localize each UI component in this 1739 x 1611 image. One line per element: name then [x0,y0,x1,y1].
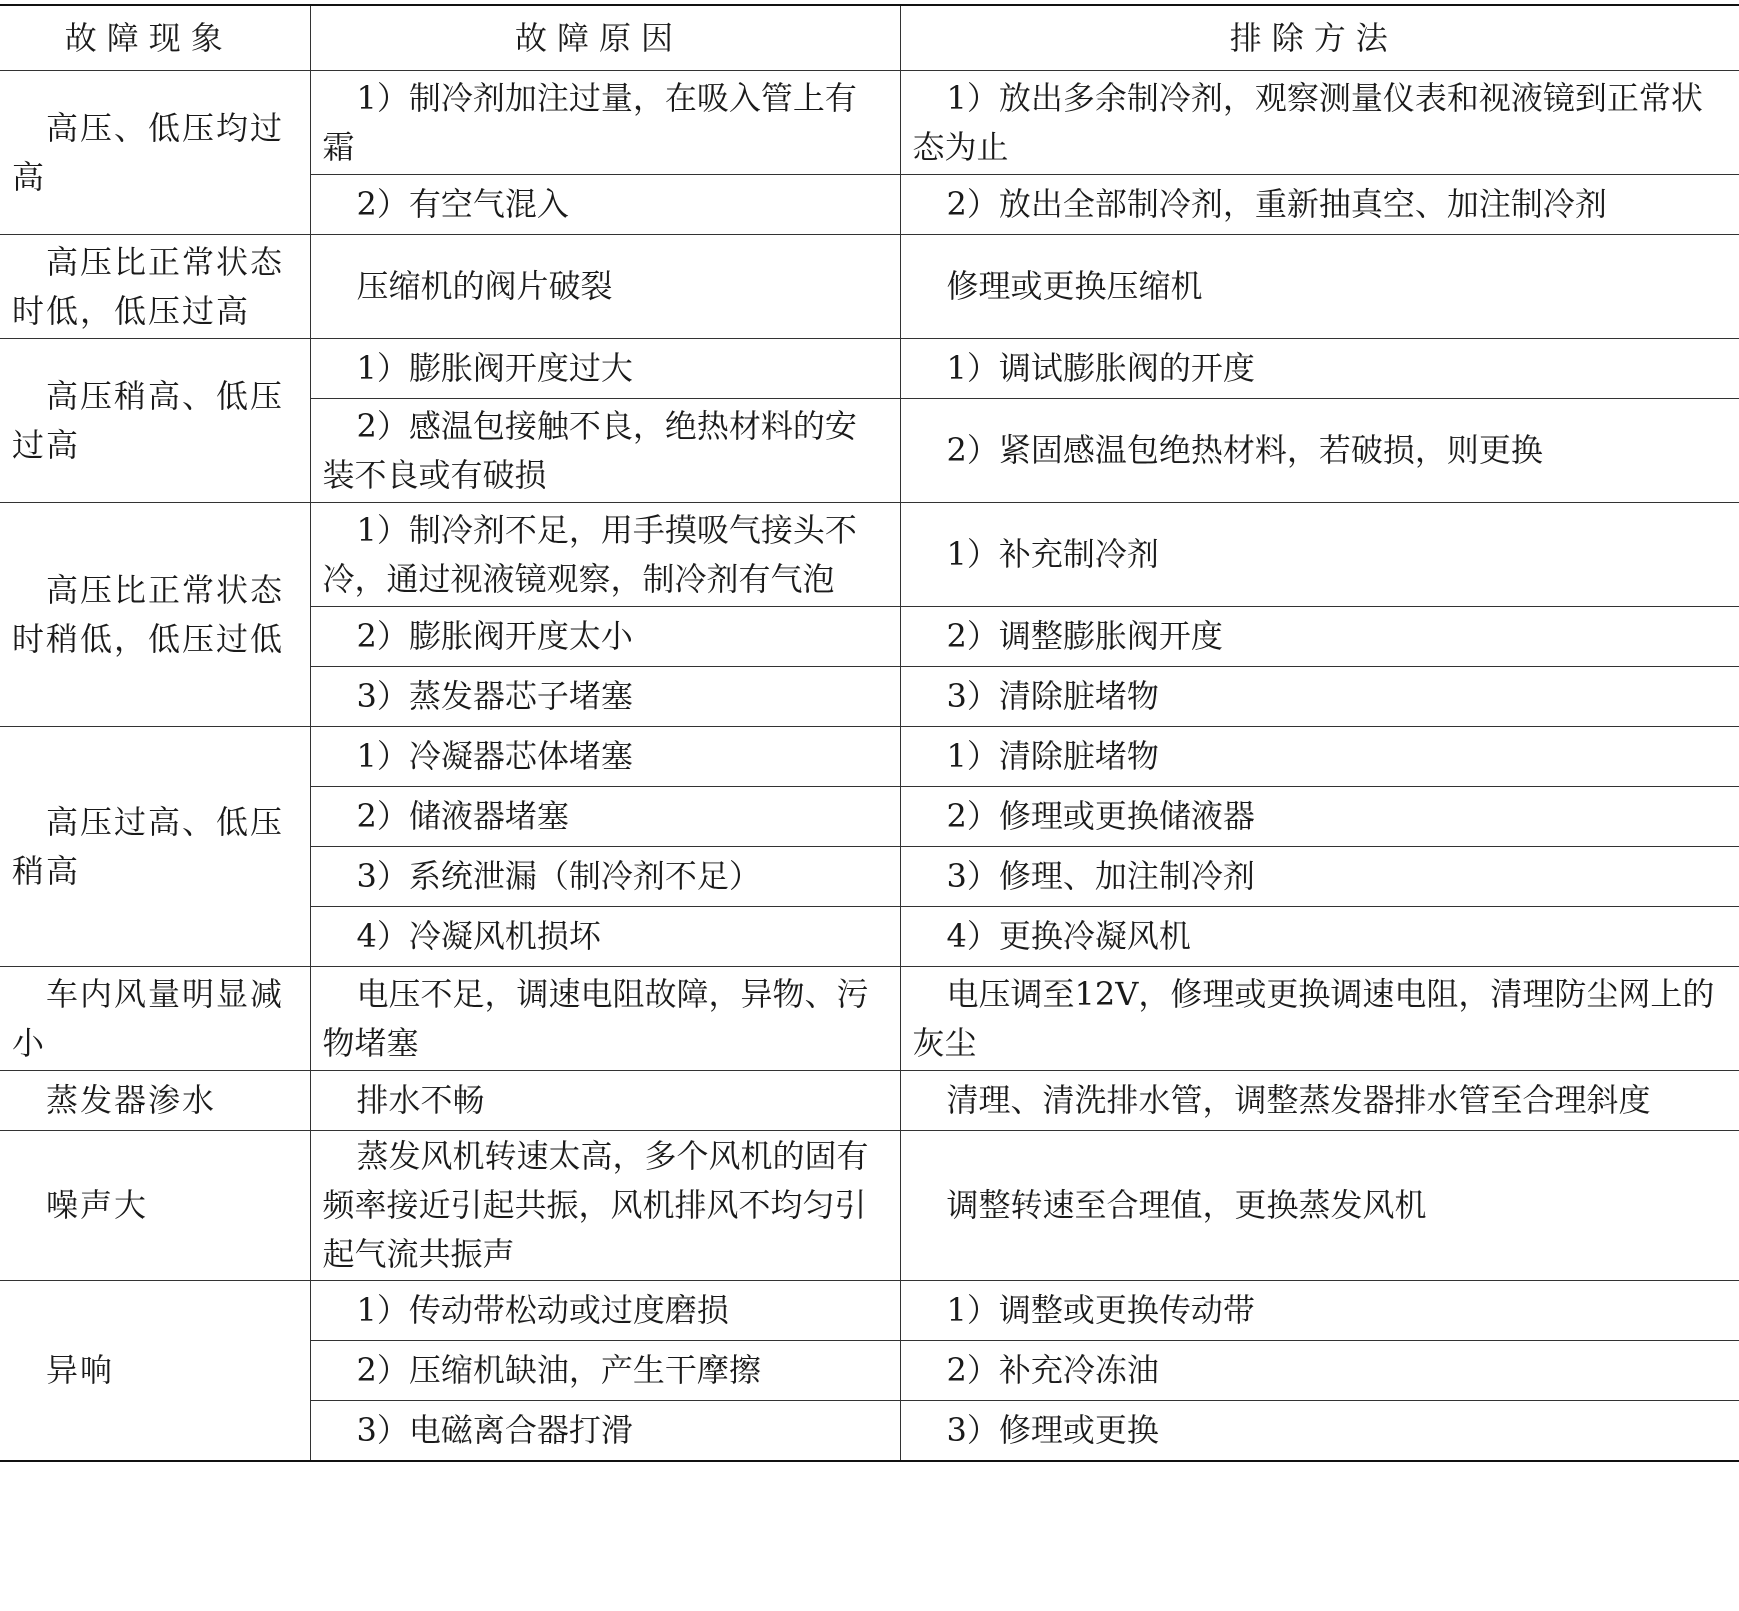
cause-cell: 1）冷凝器芯体堵塞 [310,727,900,787]
symptom-cell: 高压比正常状态时低，低压过高 [0,235,310,339]
symptom-cell: 噪声大 [0,1131,310,1281]
fix-cell: 1）放出多余制冷剂，观察测量仪表和视液镜到正常状态为止 [900,71,1739,175]
table-row [0,1131,1739,1281]
table-row [0,235,1739,339]
table-row [0,503,1739,607]
cause-cell: 压缩机的阀片破裂 [310,235,900,339]
header-fix: 排除方法 [900,5,1739,71]
fix-cell: 2）放出全部制冷剂，重新抽真空、加注制冷剂 [900,175,1739,235]
table-header-row [0,5,1739,71]
symptom-cell: 高压比正常状态时稍低，低压过低 [0,503,310,727]
header-cause: 故障原因 [310,5,900,71]
table-row [0,339,1739,399]
cause-cell: 2）压缩机缺油，产生干摩擦 [310,1341,900,1401]
symptom-cell: 异响 [0,1281,310,1461]
fault-table [0,4,1739,1462]
cause-cell: 1）传动带松动或过度磨损 [310,1281,900,1341]
table-row [0,71,1739,175]
table-row [0,727,1739,787]
fix-cell: 清理、清洗排水管，调整蒸发器排水管至合理斜度 [900,1071,1739,1131]
fix-cell: 4）更换冷凝风机 [900,907,1739,967]
table-row [0,1281,1739,1341]
fix-cell: 1）补充制冷剂 [900,503,1739,607]
fix-cell: 3）修理、加注制冷剂 [900,847,1739,907]
fix-cell: 2）修理或更换储液器 [900,787,1739,847]
fix-cell: 3）清除脏堵物 [900,667,1739,727]
cause-cell: 蒸发风机转速太高，多个风机的固有频率接近引起共振，风机排风不均匀引起气流共振声 [310,1131,900,1281]
cause-cell: 2）有空气混入 [310,175,900,235]
fix-cell: 2）紧固感温包绝热材料，若破损，则更换 [900,399,1739,503]
cause-cell: 1）制冷剂不足，用手摸吸气接头不冷，通过视液镜观察，制冷剂有气泡 [310,503,900,607]
symptom-cell: 蒸发器渗水 [0,1071,310,1131]
cause-cell: 1）膨胀阀开度过大 [310,339,900,399]
header-symptom: 故障现象 [0,5,310,71]
cause-cell: 1）制冷剂加注过量，在吸入管上有霜 [310,71,900,175]
cause-cell: 电压不足，调速电阻故障，异物、污物堵塞 [310,967,900,1071]
cause-cell: 2）膨胀阀开度太小 [310,607,900,667]
fix-cell: 电压调至12V，修理或更换调速电阻，清理防尘网上的灰尘 [900,967,1739,1071]
cause-cell: 排水不畅 [310,1071,900,1131]
cause-cell: 3）系统泄漏（制冷剂不足） [310,847,900,907]
symptom-cell: 车内风量明显减小 [0,967,310,1071]
fix-cell: 调整转速至合理值，更换蒸发风机 [900,1131,1739,1281]
fix-cell: 2）调整膨胀阀开度 [900,607,1739,667]
table-row [0,967,1739,1071]
cause-cell: 3）电磁离合器打滑 [310,1401,900,1461]
fix-cell: 1）调试膨胀阀的开度 [900,339,1739,399]
fix-cell: 修理或更换压缩机 [900,235,1739,339]
cause-cell: 3）蒸发器芯子堵塞 [310,667,900,727]
symptom-cell: 高压稍高、低压过高 [0,339,310,503]
symptom-cell: 高压、低压均过高 [0,71,310,235]
table-row [0,1071,1739,1131]
cause-cell: 2）储液器堵塞 [310,787,900,847]
symptom-cell: 高压过高、低压稍高 [0,727,310,967]
fix-cell: 2）补充冷冻油 [900,1341,1739,1401]
fix-cell: 1）清除脏堵物 [900,727,1739,787]
cause-cell: 4）冷凝风机损坏 [310,907,900,967]
fix-cell: 1）调整或更换传动带 [900,1281,1739,1341]
fix-cell: 3）修理或更换 [900,1401,1739,1461]
cause-cell: 2）感温包接触不良，绝热材料的安装不良或有破损 [310,399,900,503]
